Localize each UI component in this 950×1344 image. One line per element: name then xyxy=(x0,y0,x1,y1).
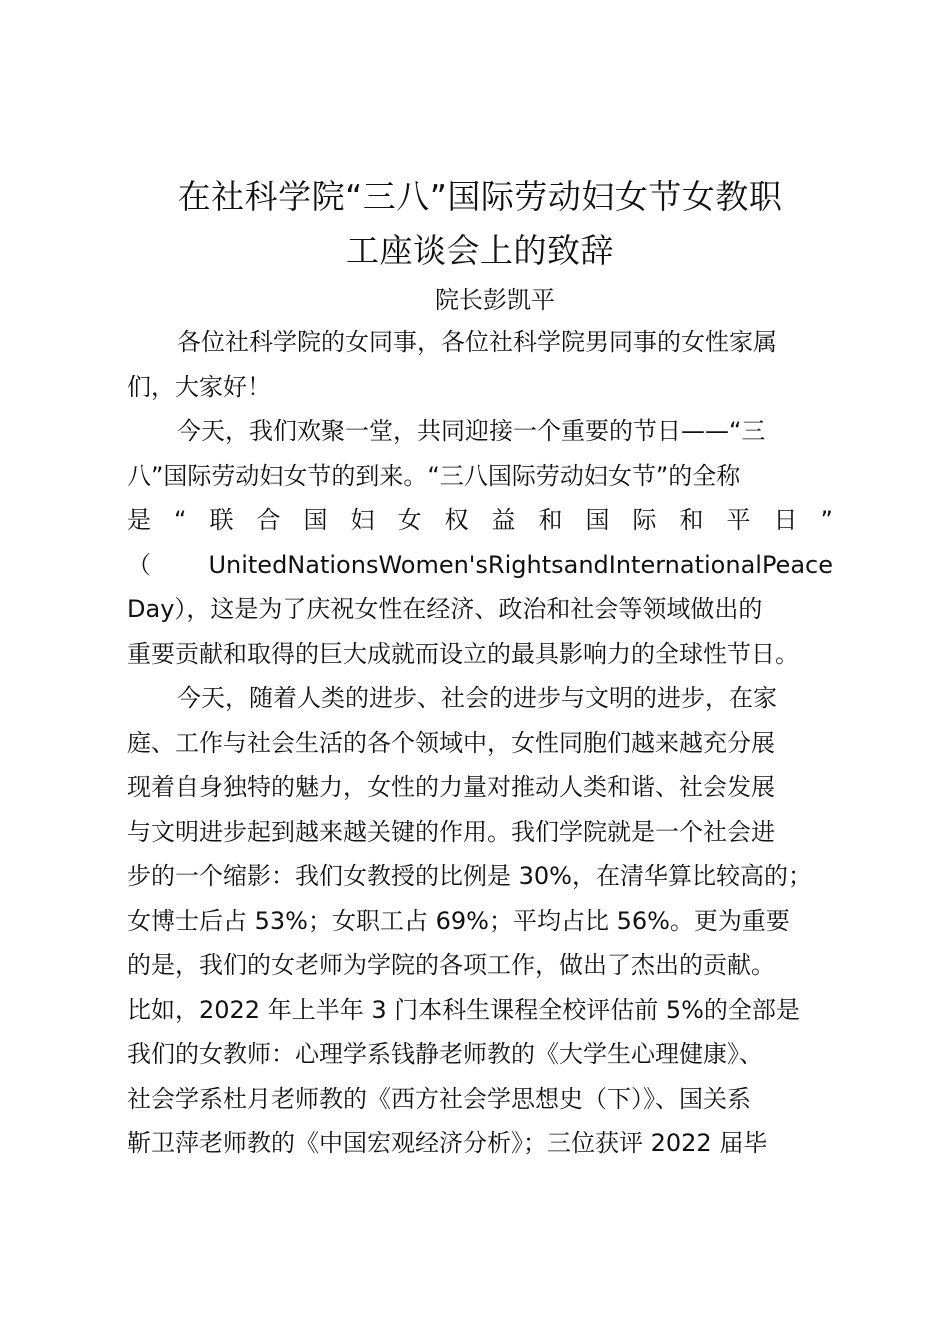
document-body xyxy=(127,320,833,1166)
body-line: 靳卫萍老师教的《中国宏观经济分析》；三位获评 2022 届毕 xyxy=(127,1129,768,1157)
body-line: 们，大家好！ xyxy=(127,372,271,401)
body-line: 庭、工作与社会生活的各个领域中，女性同胞们越来越充分展 xyxy=(127,728,775,757)
body-line: 今天，随着人类的进步、社会的进步与文明的进步，在家 xyxy=(177,684,777,712)
body-line: 重要贡献和取得的巨大成就而设立的最具影响力的全球性节日。 xyxy=(127,639,799,668)
body-line: 八”国际劳动妇女节的到来。“三八国际劳动妇女节”的全称 xyxy=(127,461,741,490)
body-line: 步的一个缩影：我们女教授的比例是 30%，在清华算比较高的； xyxy=(127,862,812,890)
body-line: 各位社科学院的女同事，各位社科学院男同事的女性家属 xyxy=(177,328,777,356)
title-line-2: 工座谈会上的致辞 xyxy=(346,231,614,270)
body-line: 我们的女教师：心理学系钱静老师教的《大学生心理健康》、 xyxy=(127,1040,763,1068)
body-line: 社会学系杜月老师教的《西方社会学思想史（下）》、国关系 xyxy=(127,1084,751,1113)
body-line: Day），这是为了庆祝女性在经济、政治和社会等领域做出的 xyxy=(127,595,763,623)
body-line: 今天，我们欢聚一堂，共同迎接一个重要的节日——“三 xyxy=(177,417,766,445)
document-title xyxy=(127,170,833,278)
body-line: 女博士后占 53%；女职工占 69%；平均占比 56%。更为重要 xyxy=(127,906,790,935)
body-line: （ UnitedNationsWomen'sRightsandInternationalPeace xyxy=(127,550,833,579)
body-line: 与文明进步起到越来越关键的作用。我们学院就是一个社会进 xyxy=(127,817,775,846)
title-line-1: 在社科学院“三八”国际劳动妇女节女教职 xyxy=(177,177,783,216)
body-line: 现着自身独特的魅力，女性的力量对推动人类和谐、社会发展 xyxy=(127,773,775,801)
body-line: 的是，我们的女老师为学院的各项工作，做出了杰出的贡献。 xyxy=(127,951,775,979)
body-line: 是 “ 联 合 国 妇 女 权 益 和 国 际 和 平 日 ” xyxy=(127,506,833,534)
document-author: 院长彭凯平 xyxy=(435,286,555,314)
document-page xyxy=(127,170,833,1166)
body-line: 比如，2022 年上半年 3 门本科生课程全校评估前 5%的全部是 xyxy=(127,995,800,1024)
